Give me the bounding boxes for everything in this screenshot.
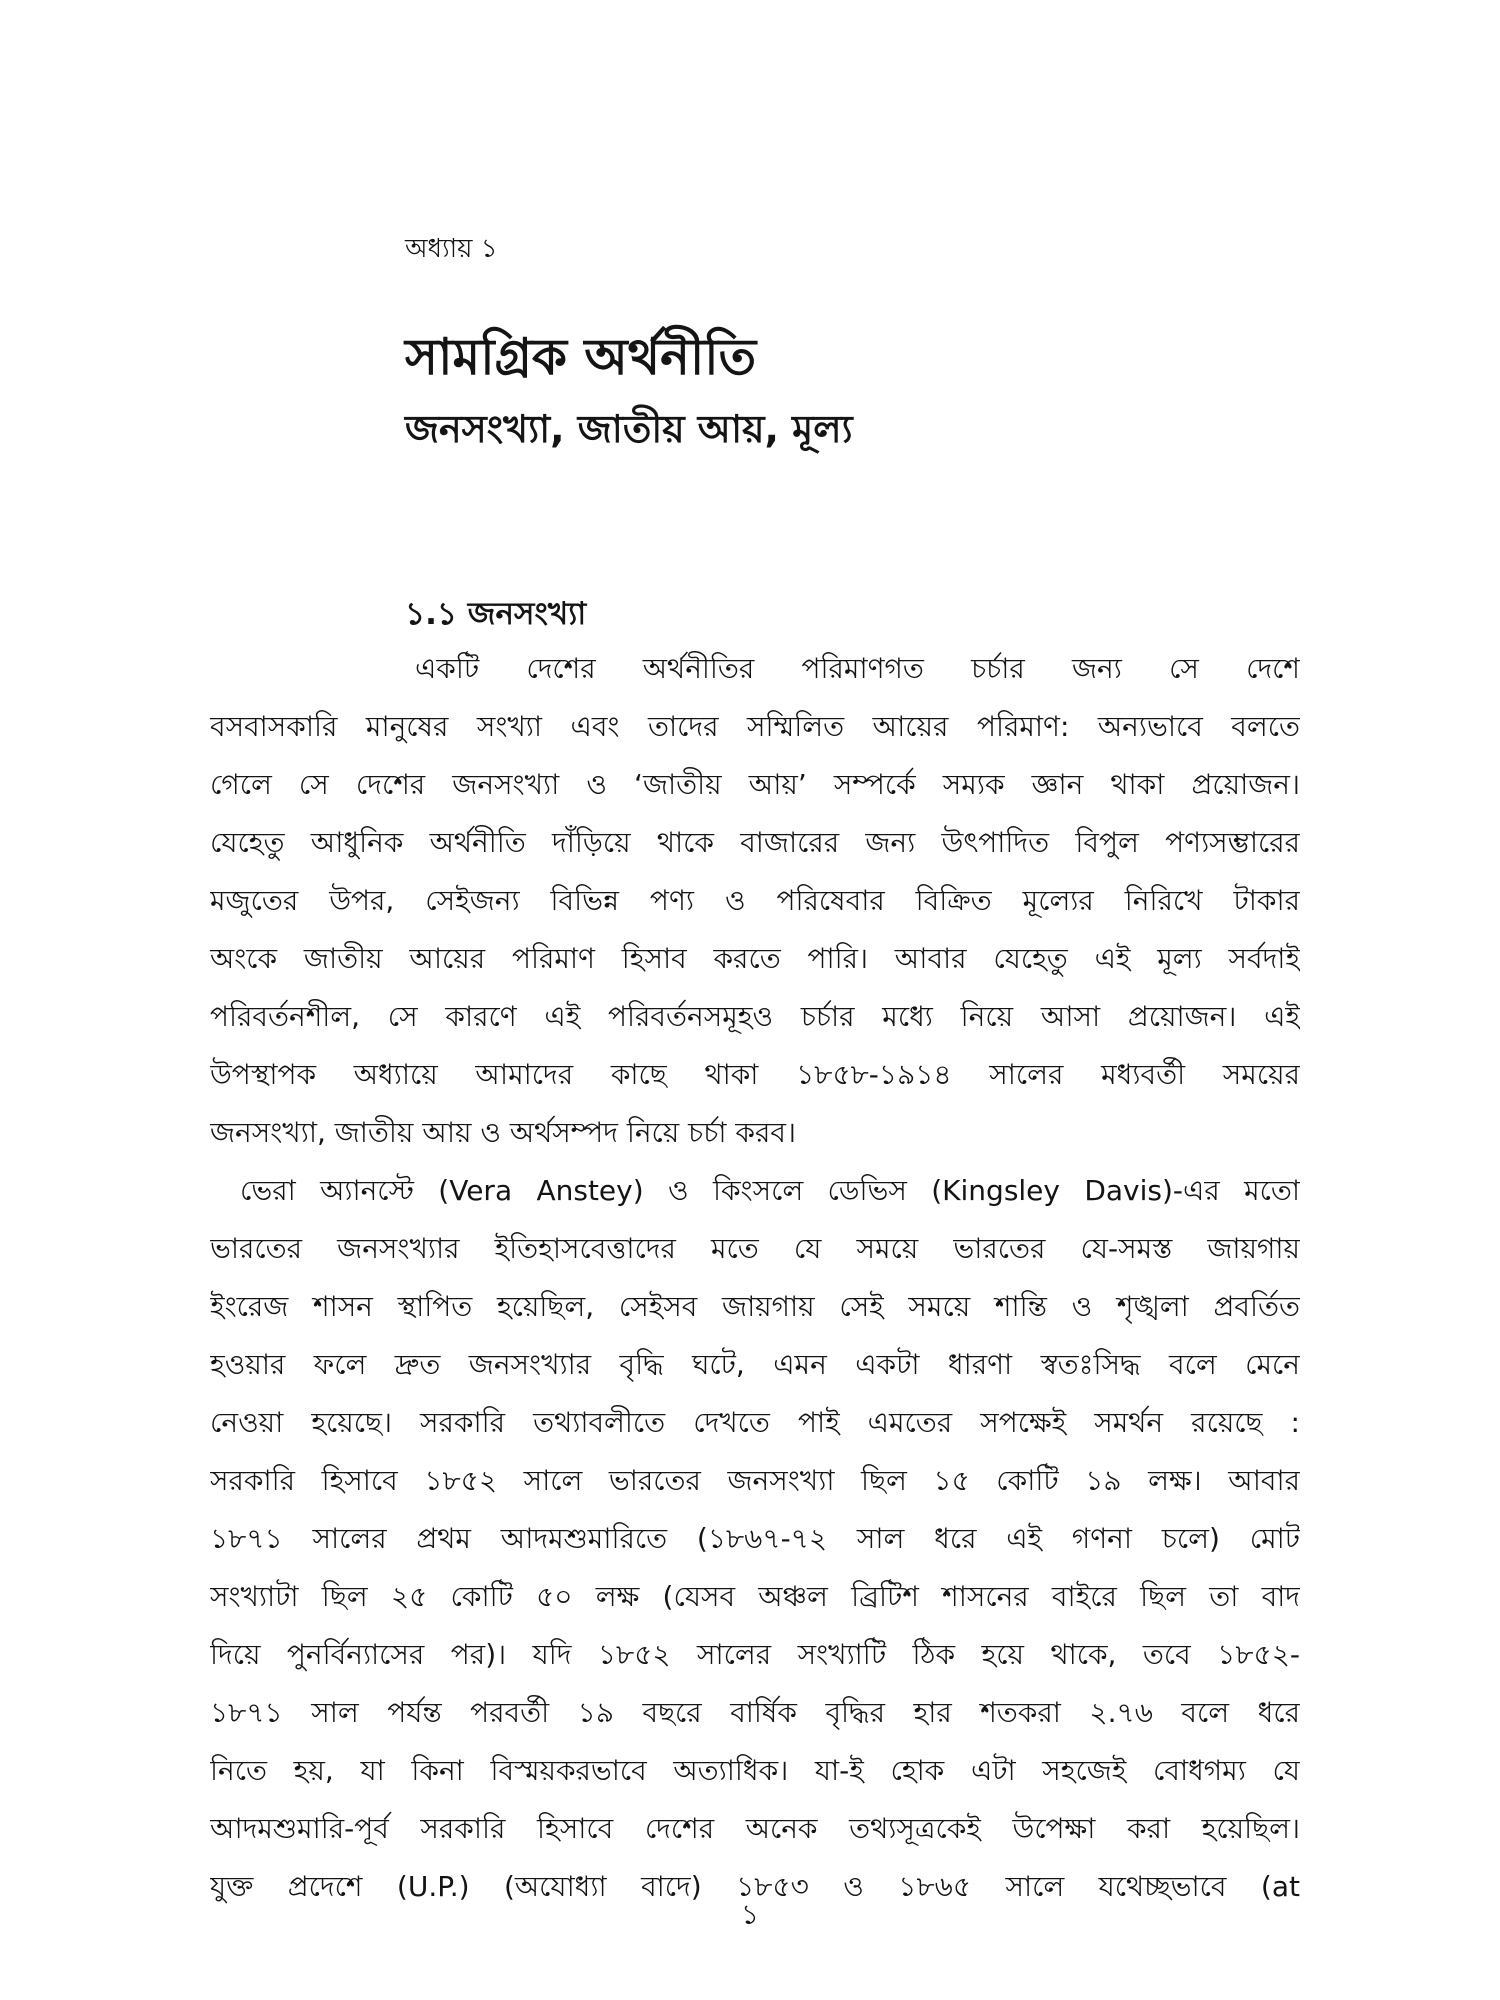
paragraph-line: হওয়ার ফলে দ্রুত জনসংখ্যার বৃদ্ধি ঘটে, এমন একটা ধারণা স্বতঃসিদ্ধ বলে মেনে: [210, 1348, 1300, 1381]
section-heading: ১.১ জনসংখ্যা: [405, 596, 587, 632]
page-number: ১: [740, 1898, 760, 1931]
paragraph-line: যুক্ত প্রদেশে (U.P.) (অযোধ্যা বাদে) ১৮৫৩ ও ১৮৬৫ সালে যথেচ্ছভাবে (at: [210, 1870, 1300, 1903]
chapter-subtitle: জনসংখ্যা, জাতীয় আয়, মূল্য: [405, 407, 853, 451]
paragraph-1: [210, 640, 1300, 1162]
paragraph-line: উপস্থাপক অধ্যায়ে আমাদের কাছে থাকা ১৮৫৮-১৯১৪ সালের মধ্যবর্তী সময়ের: [210, 1058, 1300, 1091]
paragraph-line: সরকারি হিসাবে ১৮৫২ সালে ভারতের জনসংখ্যা ছিল ১৫ কোটি ১৯ লক্ষ। আবার: [210, 1464, 1300, 1497]
paragraph-line: একটি দেশের অর্থনীতির পরিমাণগত চর্চার জন্য সে দেশে: [415, 652, 1300, 685]
paragraph-line: ইংরেজ শাসন স্থাপিত হয়েছিল, সেইসব জায়গায় সেই সময়ে শান্তি ও শৃঙ্খলা প্রবর্তিত: [210, 1290, 1300, 1323]
paragraph-line: মজুতের উপর, সেইজন্য বিভিন্ন পণ্য ও পরিষেবার বিক্রিত মূল্যের নিরিখে টাকার: [210, 884, 1300, 917]
paragraph-line: আদমশুমারি-পূর্ব সরকারি হিসাবে দেশের অনেক তথ্যসূত্রকেই উপেক্ষা করা হয়েছিল।: [210, 1812, 1300, 1845]
paragraph-line: নিতে হয়, যা কিনা বিস্ময়করভাবে অত্যাধিক। যা-ই হোক এটা সহজেই বোধগম্য যে: [210, 1754, 1300, 1787]
paragraph-line: ভারতের জনসংখ্যার ইতিহাসবেত্তাদের মতে যে সময়ে ভারতের যে-সমস্ত জায়গায়: [210, 1232, 1300, 1265]
paragraph-line: যেহেতু আধুনিক অর্থনীতি দাঁড়িয়ে থাকে বাজারের জন্য উৎপাদিত বিপুল পণ্যসম্ভারের: [210, 826, 1300, 859]
chapter-title: সামগ্রিক অর্থনীতি: [405, 328, 757, 386]
paragraph-2: [210, 1162, 1300, 1916]
paragraph-line: পরিবর্তনশীল, সে কারণে এই পরিবর্তনসমূহও চর্চার মধ্যে নিয়ে আসা প্রয়োজন। এই: [210, 1000, 1300, 1033]
paragraph-line: জনসংখ্যা, জাতীয় আয় ও অর্থসম্পদ নিয়ে চর্চা করব।: [210, 1116, 797, 1149]
paragraph-line: গেলে সে দেশের জনসংখ্যা ও ‘জাতীয় আয়’ সম্পর্কে সম্যক জ্ঞান থাকা প্রয়োজন।: [210, 768, 1300, 801]
paragraph-line: দিয়ে পুনর্বিন্যাসের পর)। যদি ১৮৫২ সালের সংখ্যাটি ঠিক হয়ে থাকে, তবে ১৮৫২-: [210, 1638, 1300, 1671]
paragraph-line: অংকে জাতীয় আয়ের পরিমাণ হিসাব করতে পারি। আবার যেহেতু এই মূল্য সর্বদাই: [210, 942, 1300, 975]
paragraph-line: সংখ্যাটা ছিল ২৫ কোটি ৫০ লক্ষ (যেসব অঞ্চল ব্রিটিশ শাসনের বাইরে ছিল তা বাদ: [210, 1580, 1300, 1613]
paragraph-line: নেওয়া হয়েছে। সরকারি তথ্যাবলীতে দেখতে পাই এমতের সপক্ষেই সমর্থন রয়েছে :: [210, 1406, 1300, 1439]
paragraph-line: ১৮৭১ সালের প্রথম আদমশুমারিতে (১৮৬৭-৭২ সাল ধরে এই গণনা চলে) মোট: [210, 1522, 1300, 1555]
paragraph-line: ভেরা অ্যানস্টে (Vera Anstey) ও কিংসলে ডেভিস (Kingsley Davis)-এর মতো: [240, 1174, 1300, 1207]
body-text: [210, 640, 1300, 1916]
chapter-label: অধ্যায় ১: [405, 234, 498, 264]
paragraph-line: বসবাসকারি মানুষের সংখ্যা এবং তাদের সম্মিলিত আয়ের পরিমাণ: অন্যভাবে বলতে: [210, 710, 1300, 743]
paragraph-line: ১৮৭১ সাল পর্যন্ত পরবর্তী ১৯ বছরে বার্ষিক বৃদ্ধির হার শতকরা ২.৭৬ বলে ধরে: [210, 1696, 1300, 1729]
